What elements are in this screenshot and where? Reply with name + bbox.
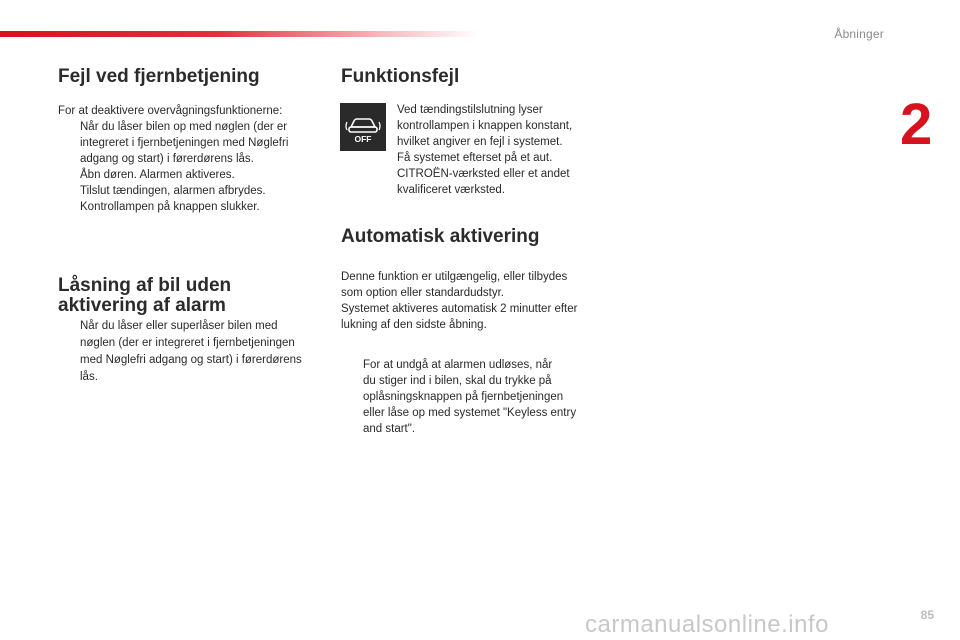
list-item: Åbn døren. Alarmen aktiveres. <box>80 169 235 181</box>
remote-fault-text <box>58 103 328 215</box>
list-item: Når du låser bilen op med nøglen (der er integreret i fjernbetjeningen med Nøglefri adgang og start) i førerdørens lås. <box>80 121 289 165</box>
heading-malfunction: Funktionsfejl <box>341 66 460 87</box>
list-item: Når du låser eller superlåser bilen med nøglen (der er integreret i fjernbetjeningen med Nøglefri adgang og start) i førerdørens lås. <box>80 320 302 383</box>
remote-fault-intro: For at deaktivere overvågningsfunktionerne: <box>58 105 283 117</box>
alarm-off-icon <box>340 103 386 151</box>
heading-auto-activation: Automatisk aktivering <box>341 226 540 247</box>
watermark: carmanualsonline.info <box>585 611 829 638</box>
list-item: Tilslut tændingen, alarmen afbrydes. Kontrollampen på knappen slukker. <box>80 185 266 213</box>
icon-off-label: OFF <box>354 134 372 144</box>
chapter-number: 2 <box>900 92 933 157</box>
auto-activation-text: Denne funktion er utilgængelig, eller tilbydes som option eller standardudstyr. Systemet aktiveres automatisk 2 minutter efter lukning af den sidste åbning. <box>341 271 578 331</box>
lock-without-alarm-text <box>58 318 333 386</box>
header-accent-bar <box>0 31 480 37</box>
auto-activation-tip <box>341 357 606 437</box>
malfunction-text: Ved tændingstilslutning lyser kontrollampen i knappen konstant, hvilket angiver en fejl i systemet. Få systemet efterset på et aut. CITROËN-værksted eller et andet kvalificeret værksted. <box>397 104 573 196</box>
section-name: Åbninger <box>834 27 884 41</box>
car-alarm-icon <box>340 103 386 151</box>
heading-lock-without-alarm: Låsning af bil uden aktivering af alarm <box>58 275 232 316</box>
page-number: 85 <box>920 608 934 622</box>
list-item: For at undgå at alarmen udløses, når du stiger ind i bilen, skal du trykke på oplåsningsknappen på fjernbetjeningen eller låse op med systemet "Keyless entry and start". <box>363 359 577 435</box>
heading-remote-fault: Fejl ved fjernbetjening <box>58 66 260 87</box>
